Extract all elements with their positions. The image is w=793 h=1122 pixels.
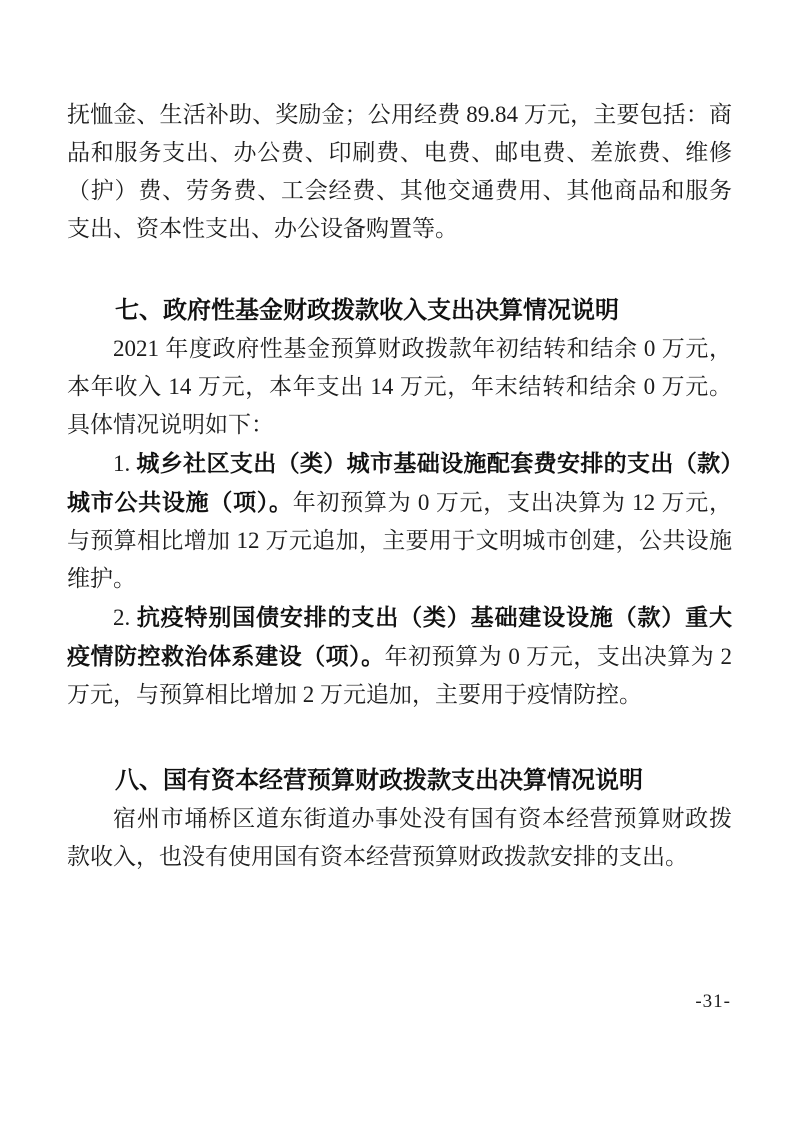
- section7-heading: 七、政府性基金财政拨款收入支出决算情况说明: [115, 297, 619, 324]
- section8-body-paragraph: 宿州市埇桥区道东街道办事处没有国有资本经营预算财政拨款收入，也没有使用国有资本经营预算财政拨款安排的支出。: [67, 806, 732, 869]
- section7-item-2: [67, 598, 732, 714]
- paragraph-public-expense-continuation: 抚恤金、生活补助、奖励金；公用经费 89.84 万元，主要包括：商品和服务支出、办公费、印刷费、电费、邮电费、差旅费、维修（护）费、劳务费、工会经费、其他交通费用、其他商品和服务支出、资本性支出、办公设备购置等。: [67, 102, 732, 241]
- item-1-body-text: 年初预算为 0 万元，支出决算为 12 万元，与预算相比增加 12 万元追加，主要用于文明城市创建，公共设施维护。: [67, 490, 733, 591]
- section8-heading: 八、国有资本经营预算财政拨款支出决算情况说明: [115, 767, 643, 794]
- item-2-body-text: 年初预算为 0 万元，支出决算为 2 万元，与预算相比增加 2 万元追加，主要用于疫情防控。: [67, 644, 733, 707]
- item-1-bold-title: 城乡社区支出（类）城市基础设施配套费安排的支出（款）城市公共设施（项）。: [67, 450, 733, 515]
- item-2-bold-title: 抗疫特别国债安排的支出（类）基础建设设施（款）重大疫情防控救治体系建设（项）。: [67, 604, 733, 669]
- item-2-number: 2.: [113, 605, 137, 630]
- item-1-number: 1.: [113, 451, 137, 476]
- page-number: -31-: [695, 991, 731, 1012]
- section7-item-1: [67, 444, 732, 598]
- section7-intro-paragraph: 2021 年度政府性基金预算财政拨款年初结转和结余 0 万元，本年收入 14 万元，本年支出 14 万元，年末结转和结余 0 万元。具体情况说明如下：: [67, 336, 732, 437]
